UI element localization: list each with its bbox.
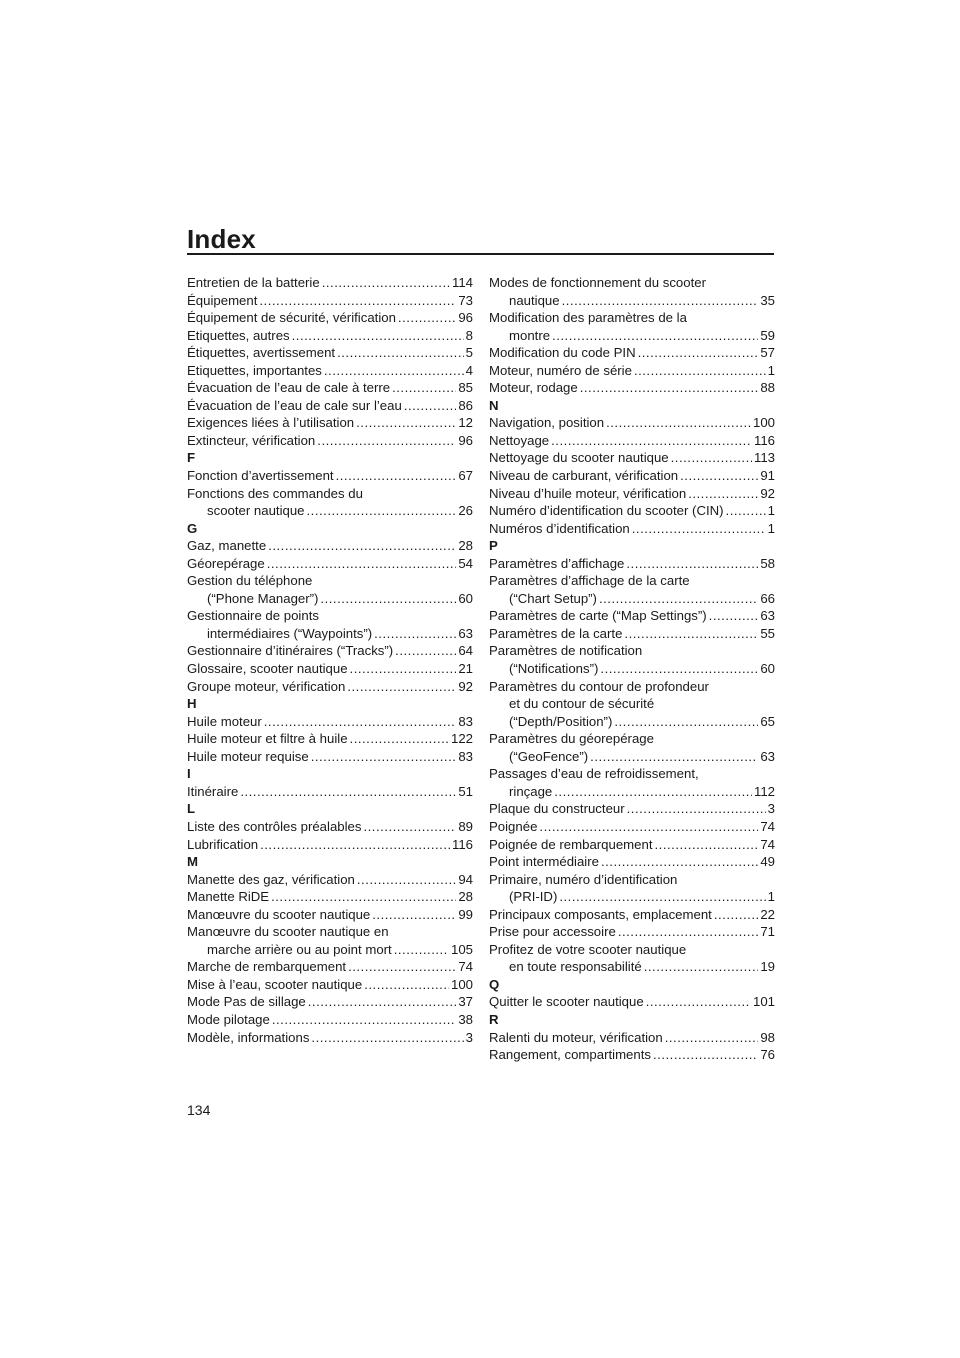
index-page-ref: 1 (767, 520, 775, 536)
index-page-ref: 58 (760, 555, 775, 571)
index-entry-text: Paramètres de la carte (489, 625, 623, 641)
leader-dots (267, 555, 457, 573)
leader-dots (392, 379, 456, 397)
index-entry-text: Primaire, numéro d’identification (489, 871, 678, 887)
index-entry (489, 678, 775, 731)
leader-dots (317, 432, 456, 450)
index-entry-text: Gestionnaire de points (187, 608, 319, 624)
index-entry (489, 800, 775, 818)
index-page-ref: 99 (458, 906, 473, 922)
index-page-ref: 71 (760, 924, 775, 940)
index-entry-text: Paramètres du géorepérage (489, 731, 654, 747)
index-page-ref: 63 (458, 625, 473, 641)
index-page-ref: 63 (760, 608, 775, 624)
leader-dots (665, 1029, 759, 1047)
index-entry-text: Gestion du téléphone (187, 573, 313, 589)
index-entry (489, 555, 775, 573)
leader-dots (644, 958, 759, 976)
index-entry (489, 344, 775, 362)
index-entry (187, 888, 473, 906)
index-entry-text: Paramètres de carte (“Map Settings”) (489, 608, 707, 624)
leader-dots (394, 941, 449, 959)
index-entry-text: Moteur, rodage (489, 380, 578, 396)
index-entry-text: Gaz, manette (187, 538, 267, 554)
index-entry-text: Manette des gaz, vérification (187, 871, 355, 887)
index-entry (489, 765, 775, 800)
leader-dots (709, 607, 759, 625)
index-entry (187, 678, 473, 696)
index-page-ref: 83 (458, 713, 473, 729)
index-entry (489, 1029, 775, 1047)
index-page-ref: 100 (450, 976, 473, 992)
index-entry (187, 327, 473, 345)
leader-dots (259, 292, 456, 310)
index-entry (187, 1011, 473, 1029)
leader-dots (322, 274, 450, 292)
leader-dots (614, 713, 758, 731)
index-entry-text: Manœuvre du scooter nautique en (187, 924, 389, 940)
leader-dots (653, 1046, 758, 1064)
index-page-ref: 114 (451, 275, 473, 290)
index-section-letter: N (489, 397, 499, 413)
index-page-ref: 91 (760, 468, 775, 484)
index-page-ref: 21 (458, 661, 473, 677)
leader-dots (320, 590, 456, 608)
index-entry (187, 485, 473, 520)
index-entry (187, 958, 473, 976)
index-entry (489, 871, 775, 906)
index-page-ref: 74 (760, 818, 775, 834)
leader-dots (292, 327, 464, 345)
index-entry (187, 818, 473, 836)
leader-dots (374, 625, 456, 643)
leader-dots (347, 678, 456, 696)
index-page-ref: 92 (458, 678, 473, 694)
leader-dots (350, 730, 449, 748)
leader-dots (601, 853, 758, 871)
index-entry-text: Évacuation de l’eau de cale à terre (187, 380, 391, 396)
leader-dots (324, 362, 464, 380)
index-entry-text: Manœuvre du scooter nautique (187, 906, 371, 922)
leader-dots (646, 993, 751, 1011)
index-page-ref: 96 (458, 432, 473, 448)
index-entry (187, 414, 473, 432)
index-entry-text: Glossaire, scooter nautique (187, 661, 348, 677)
index-page-ref: 122 (450, 731, 473, 747)
leader-dots (272, 1011, 456, 1029)
index-page-ref: 113 (753, 450, 775, 466)
index-entry (489, 520, 775, 538)
index-entry (187, 923, 473, 958)
leader-dots (356, 414, 456, 432)
leader-dots (671, 449, 752, 467)
index-entry-text: en toute responsabilité (509, 959, 642, 975)
leader-dots (655, 836, 759, 854)
index-entry-text: (“Depth/Position”) (509, 713, 613, 729)
index-entry (489, 1046, 775, 1064)
leader-dots (404, 397, 457, 415)
index-entry-text: et du contour de sécurité (509, 696, 655, 712)
index-entry-text: scooter nautique (207, 503, 305, 519)
index-entry-text: Rangement, compartiments (489, 1047, 651, 1063)
index-page-ref: 101 (752, 994, 775, 1010)
leader-dots (395, 642, 456, 660)
index-page-ref: 59 (760, 327, 775, 343)
index-page-ref: 1 (767, 889, 775, 905)
leader-dots (348, 958, 456, 976)
index-entry (489, 607, 775, 625)
index-entry (489, 274, 775, 309)
leader-dots (627, 800, 766, 818)
index-page-ref: 100 (752, 415, 775, 431)
index-entry (187, 467, 473, 485)
index-page-ref: 83 (458, 748, 473, 764)
index-entry (489, 379, 775, 397)
leader-dots (559, 888, 765, 906)
index-page-ref: 26 (458, 503, 473, 519)
leader-dots (580, 379, 759, 397)
leader-dots (680, 467, 758, 485)
index-page-ref: 105 (450, 941, 473, 957)
index-entry-text: Plaque du constructeur (489, 801, 625, 817)
leader-dots (600, 660, 758, 678)
index-entry (489, 467, 775, 485)
index-entry (187, 274, 473, 292)
leader-dots (307, 502, 457, 520)
index-entry-text: Modes de fonctionnement du scooter (489, 275, 706, 290)
index-entry-text: Géorepérage (187, 555, 265, 571)
index-page-ref: 96 (458, 310, 473, 326)
index-entry-text: Numéros d’identification (489, 520, 630, 536)
index-entry-text: Gestionnaire d’itinéraires (“Tracks”) (187, 643, 394, 659)
index-page-ref: 3 (465, 1029, 473, 1045)
index-entry-text: Modèle, informations (187, 1029, 310, 1045)
index-entry (489, 432, 775, 450)
index-entry (187, 362, 473, 380)
index-entry-text: Paramètres d’affichage (489, 555, 625, 571)
index-entry-text: Modification des paramètres de la (489, 310, 687, 326)
index-entry (187, 976, 473, 994)
index-page-ref: 8 (465, 327, 473, 343)
index-page-ref: 51 (458, 783, 473, 799)
index-entry-text: Mode pilotage (187, 1011, 270, 1027)
index-entry-text: Principaux composants, emplacement (489, 906, 712, 922)
index-entry-text: Nettoyage du scooter nautique (489, 450, 669, 466)
index-entry-text: Huile moteur et filtre à huile (187, 731, 348, 747)
index-entry-text: Paramètres du contour de profondeur (489, 678, 709, 694)
index-entry (489, 362, 775, 380)
index-page-ref: 60 (760, 661, 775, 677)
index-entry (187, 642, 473, 660)
index-entry (187, 309, 473, 327)
index-page-ref: 28 (458, 538, 473, 554)
leader-dots (350, 660, 457, 678)
index-entry-text: Fonction d’avertissement (187, 468, 334, 484)
index-page-ref: 49 (760, 854, 775, 870)
index-entry (489, 993, 775, 1011)
index-entry-text: Numéro d’identification du scooter (CIN) (489, 503, 724, 519)
index-entry (187, 572, 473, 607)
index-entry (187, 397, 473, 415)
index-page-ref: 5 (465, 345, 473, 361)
leader-dots (638, 344, 759, 362)
index-page-ref: 28 (458, 889, 473, 905)
index-page-ref: 4 (465, 362, 473, 378)
leader-dots (626, 555, 758, 573)
index-entry (489, 730, 775, 765)
leader-dots (311, 1029, 463, 1047)
index-page-ref: 19 (760, 959, 775, 975)
index-section-letter: L (187, 801, 196, 817)
index-entry-text: Etiquettes, autres (187, 327, 290, 343)
index-entry-text: Liste des contrôles préalables (187, 818, 362, 834)
leader-dots (551, 432, 752, 450)
leader-dots (714, 906, 758, 924)
index-entry-text: Paramètres d’affichage de la carte (489, 573, 690, 589)
title-rule (187, 253, 774, 255)
leader-dots (357, 871, 456, 889)
page-number: 134 (187, 1102, 211, 1118)
index-entry (187, 783, 473, 801)
leader-dots (308, 993, 457, 1011)
index-entry (489, 818, 775, 836)
index-entry (187, 537, 473, 555)
leader-dots (562, 292, 759, 310)
index-entry-text: Poignée de rembarquement (489, 836, 653, 852)
index-entry-text: Équipement (187, 292, 258, 308)
leader-dots (240, 783, 456, 801)
leader-dots (539, 818, 758, 836)
index-entry (489, 906, 775, 924)
index-entry-text: marche arrière ou au point mort (207, 941, 392, 957)
index-entry-text: Navigation, position (489, 415, 605, 431)
index-page-ref: 65 (760, 713, 775, 729)
index-entry-text: Prise pour accessoire (489, 924, 616, 940)
index-entry-text: Fonctions des commandes du (187, 485, 363, 501)
index-entry (187, 993, 473, 1011)
index-entry-text: Mode Pas de sillage (187, 994, 306, 1010)
leader-dots (398, 309, 456, 327)
index-entry-text: (“Notifications”) (509, 661, 599, 677)
index-entry-text: Nettoyage (489, 432, 550, 448)
leader-dots (618, 923, 759, 941)
leader-dots (590, 748, 758, 766)
index-entry-text: rinçage (509, 783, 553, 799)
index-entry-text: Manette RiDE (187, 889, 270, 905)
index-entry (489, 941, 775, 976)
leader-dots (688, 485, 758, 503)
index-entry-text: (“GeoFence”) (509, 748, 589, 764)
index-entry (187, 660, 473, 678)
index-entry-text: nautique (509, 292, 560, 308)
index-page-ref: 3 (767, 801, 775, 817)
leader-dots (554, 783, 752, 801)
index-page-ref: 1 (767, 362, 775, 378)
index-entry (489, 572, 775, 607)
leader-dots (336, 467, 457, 485)
index-entry-text: Passages d’eau de refroidissement, (489, 766, 699, 782)
leader-dots (268, 537, 456, 555)
index-entry-text: Groupe moteur, vérification (187, 678, 346, 694)
index-entry (187, 871, 473, 889)
index-entry-text: Évacuation de l’eau de cale sur l’eau (187, 397, 402, 413)
index-page-ref: 112 (753, 783, 775, 799)
index-entry-text: Modification du code PIN (489, 345, 636, 361)
index-entry (187, 607, 473, 642)
index-entry-text: Équipement de sécurité, vérification (187, 310, 396, 326)
leader-dots (606, 414, 751, 432)
index-entry-text: Ralenti du moteur, vérification (489, 1029, 663, 1045)
index-entry (489, 309, 775, 344)
index-entry-text: intermédiaires (“Waypoints”) (207, 625, 373, 641)
leader-dots (552, 327, 758, 345)
index-entry-text: Itinéraire (187, 783, 239, 799)
leader-dots (271, 888, 456, 906)
index-entry (489, 485, 775, 503)
leader-dots (624, 625, 758, 643)
index-section-letter: R (489, 1011, 499, 1027)
index-entry (489, 642, 775, 677)
index-page-ref: 67 (458, 468, 473, 484)
index-entry (187, 836, 473, 854)
index-entry-text: Huile moteur requise (187, 748, 309, 764)
leader-dots (599, 590, 758, 608)
index-page-ref: 35 (760, 292, 775, 308)
index-entry (187, 748, 473, 766)
index-entry (187, 379, 473, 397)
leader-dots (337, 344, 464, 362)
index-entry-text: Moteur, numéro de série (489, 362, 632, 378)
index-entry (187, 432, 473, 450)
index-page-ref: 57 (760, 345, 775, 361)
leader-dots (363, 818, 456, 836)
index-entry (187, 555, 473, 573)
index-section-letter: P (489, 538, 498, 554)
index-page-ref: 54 (458, 555, 473, 571)
index-entry (187, 730, 473, 748)
index-page-ref: 85 (458, 380, 473, 396)
index-section-letter: G (187, 520, 198, 536)
index-entry-text: Marche de rembarquement (187, 959, 347, 975)
index-page-ref: 55 (760, 625, 775, 641)
index-entry-text: Huile moteur (187, 713, 262, 729)
index-entry (489, 853, 775, 871)
index-page-ref: 60 (458, 590, 473, 606)
page-title: Index (187, 224, 256, 254)
index-entry-text: Étiquettes, avertissement (187, 345, 336, 361)
leader-dots (264, 713, 457, 731)
index-section-letter: Q (489, 976, 500, 992)
index-entry-text: Poignée (489, 818, 538, 834)
leader-dots (364, 976, 449, 994)
index-entry (489, 502, 775, 520)
leader-dots (260, 836, 450, 854)
index-page-ref: 74 (458, 959, 473, 975)
index-entry-text: Point intermédiaire (489, 854, 599, 870)
index-page-ref: 1 (767, 503, 775, 519)
index-entry-text: Quitter le scooter nautique (489, 994, 644, 1010)
index-page-ref: 92 (760, 485, 775, 501)
index-entry-text: Paramètres de notification (489, 643, 643, 659)
leader-dots (311, 748, 457, 766)
index-entry (489, 414, 775, 432)
index-entry (187, 713, 473, 731)
index-page-ref: 98 (760, 1029, 775, 1045)
index-entry (489, 923, 775, 941)
index-page-ref: 63 (760, 748, 775, 764)
index-entry-text: Etiquettes, importantes (187, 362, 322, 378)
index-entry-text: Mise à l’eau, scooter nautique (187, 976, 363, 992)
index-entry-text: Niveau d’huile moteur, vérification (489, 485, 687, 501)
index-page-ref: 76 (760, 1047, 775, 1063)
index-page-ref: 116 (451, 836, 473, 852)
index-page-ref: 88 (760, 380, 775, 396)
index-entry (187, 344, 473, 362)
index-entry (489, 449, 775, 467)
index-entry-text: Niveau de carburant, vérification (489, 468, 679, 484)
index-section-letter: H (187, 696, 197, 712)
index-entry-text: Exigences liées à l’utilisation (187, 415, 355, 431)
index-column-left (187, 274, 473, 1046)
index-entry-text: (“Chart Setup”) (509, 590, 597, 606)
index-entry (489, 625, 775, 643)
index-column-right (489, 274, 775, 1064)
index-entry (187, 292, 473, 310)
index-section-letter: M (187, 854, 198, 870)
index-page-ref: 86 (458, 397, 473, 413)
index-entry-text: Lubrification (187, 836, 259, 852)
index-entry-text: (“Phone Manager”) (207, 590, 319, 606)
leader-dots (726, 502, 766, 520)
index-page-ref: 116 (753, 432, 775, 448)
index-page-ref: 89 (458, 818, 473, 834)
index-page-ref: 73 (458, 292, 473, 308)
leader-dots (634, 362, 766, 380)
index-page-ref: 94 (458, 871, 473, 887)
leader-dots (372, 906, 456, 924)
index-entry-text: Profitez de votre scooter nautique (489, 941, 687, 957)
index-section-letter: I (187, 766, 191, 782)
index-page-ref: 64 (458, 643, 473, 659)
index-section-letter: F (187, 450, 196, 466)
index-page-ref: 38 (458, 1011, 473, 1027)
index-page-ref: 74 (760, 836, 775, 852)
index-page-ref: 22 (760, 906, 775, 922)
index-page-ref: 12 (458, 415, 473, 431)
index-page-ref: 37 (458, 994, 473, 1010)
index-entry (489, 836, 775, 854)
leader-dots (632, 520, 766, 538)
index-entry (187, 906, 473, 924)
index-entry-text: Extincteur, vérification (187, 432, 316, 448)
index-entry-text: montre (509, 327, 551, 343)
index-entry-text: (PRI-ID) (509, 889, 558, 905)
index-entry (187, 1029, 473, 1047)
index-page-ref: 66 (760, 590, 775, 606)
index-entry-text: Entretien de la batterie (187, 275, 320, 290)
